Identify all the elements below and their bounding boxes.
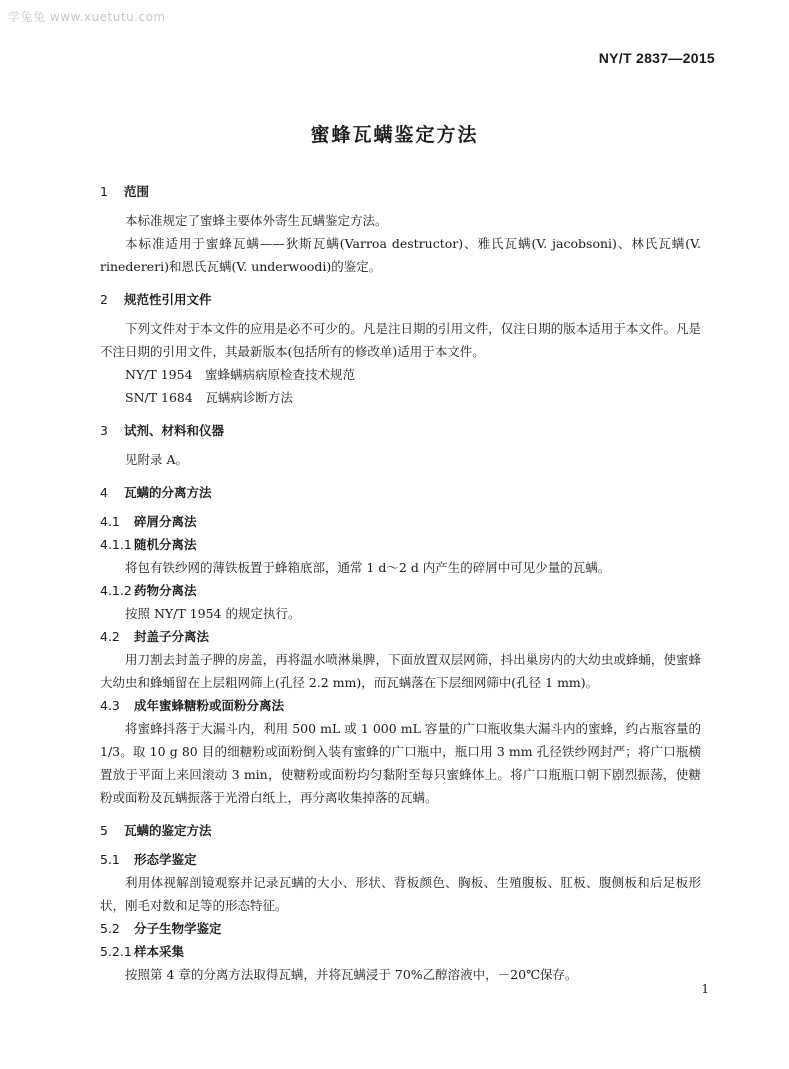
paragraph: 将蜜蜂抖落于大漏斗内，利用 500 mL 或 1 000 mL 容量的广口瓶收集大漏斗内的蜜蜂，约占瓶容量的 1/3。取 10 g 80 目的细糖粉或面粉倒入装有蜜蜂的广口瓶中，瓶口用 3 mm 孔径铁纱网封严；将广口瓶横置放于平面上来回滚动 3 min，使糖粉或面粉均匀黏附至每只蜜蜂体上。将广口瓶瓶口朝下剧烈振荡，使糖粉或面粉及瓦螨振落于光滑白纸上，再分离收集掉落的瓦螨。 bbox=[100, 721, 701, 805]
paragraph: 下列文件对于本文件的应用是必不可少的。凡是注日期的引用文件，仅注日期的版本适用于本文件。凡是不注日期的引用文件，其最新版本(包括所有的修改单)适用于本文件。 bbox=[100, 321, 701, 359]
paragraph: 用刀割去封盖子脾的房盖，再将温水喷淋巢脾，下面放置双层网筛，抖出巢房内的大幼虫或蜂蛹，使蜜蜂大幼虫和蜂蛹留在上层粗网筛上(孔径 2.2 mm)，而瓦螨落在下层细网筛中(孔径 1 mm)。 bbox=[100, 652, 701, 690]
paragraph: 利用体视解剖镜观察并记录瓦螨的大小、形状、背板颜色、胸板、生殖腹板、肛板、腹侧板和后足板形状，刚毛对数和足等的形态特征。 bbox=[100, 875, 701, 913]
section-4-3-heading: 4.3 成年蜜蜂糖粉或面粉分离法 bbox=[100, 698, 285, 713]
paragraph: 按照 NY/T 1954 的规定执行。 bbox=[125, 606, 301, 621]
paragraph: 将包有铁纱网的薄铁板置于蜂箱底部，通常 1 d～2 d 内产生的碎屑中可见少量的瓦螨。 bbox=[125, 560, 611, 575]
page-number: 1 bbox=[701, 982, 709, 996]
section-3-heading: 3 试剂、材料和仪器 bbox=[100, 423, 225, 438]
document-title: 蜜蜂瓦螨鉴定方法 bbox=[310, 124, 479, 146]
section-5-heading: 5 瓦螨的鉴定方法 bbox=[100, 823, 212, 838]
section-2-heading: 2 规范性引用文件 bbox=[100, 292, 212, 307]
document-body bbox=[100, 180, 701, 986]
watermark: 学兔兔 www.xuetutu.com bbox=[8, 10, 166, 24]
section-4-1-heading: 4.1 碎屑分离法 bbox=[100, 514, 197, 529]
section-1-heading: 1 范围 bbox=[100, 184, 150, 199]
section-5-1-heading: 5.1 形态学鉴定 bbox=[100, 852, 197, 867]
section-5-2-1-heading: 5.2.1 样本采集 bbox=[100, 944, 185, 959]
paragraph: 本标准适用于蜜蜂瓦螨——狄斯瓦螨(Varroa destructor)、雅氏瓦螨(V. jacobsoni)、林氏瓦螨(V. rinedereri)和恩氏瓦螨(V. underwoodi)的鉴定。 bbox=[100, 236, 701, 274]
reference-item: NY/T 1954 蜜蜂螨病病原检查技术规范 bbox=[125, 367, 356, 382]
section-5-2-heading: 5.2 分子生物学鉴定 bbox=[100, 921, 222, 936]
paragraph: 见附录 A。 bbox=[125, 452, 189, 467]
standard-number: NY/T 2837—2015 bbox=[598, 50, 715, 66]
section-4-heading: 4 瓦螨的分离方法 bbox=[100, 485, 212, 500]
section-4-2-heading: 4.2 封盖子分离法 bbox=[100, 629, 210, 644]
section-4-1-2-heading: 4.1.2 药物分离法 bbox=[100, 583, 197, 598]
section-4-1-1-heading: 4.1.1 随机分离法 bbox=[100, 537, 197, 552]
paragraph: 本标准规定了蜜蜂主要体外寄生瓦螨鉴定方法。 bbox=[125, 213, 388, 228]
paragraph: 按照第 4 章的分离方法取得瓦螨，并将瓦螨浸于 70%乙醇溶液中，－20℃保存。 bbox=[125, 967, 578, 982]
reference-item: SN/T 1684 瓦螨病诊断方法 bbox=[125, 390, 293, 405]
